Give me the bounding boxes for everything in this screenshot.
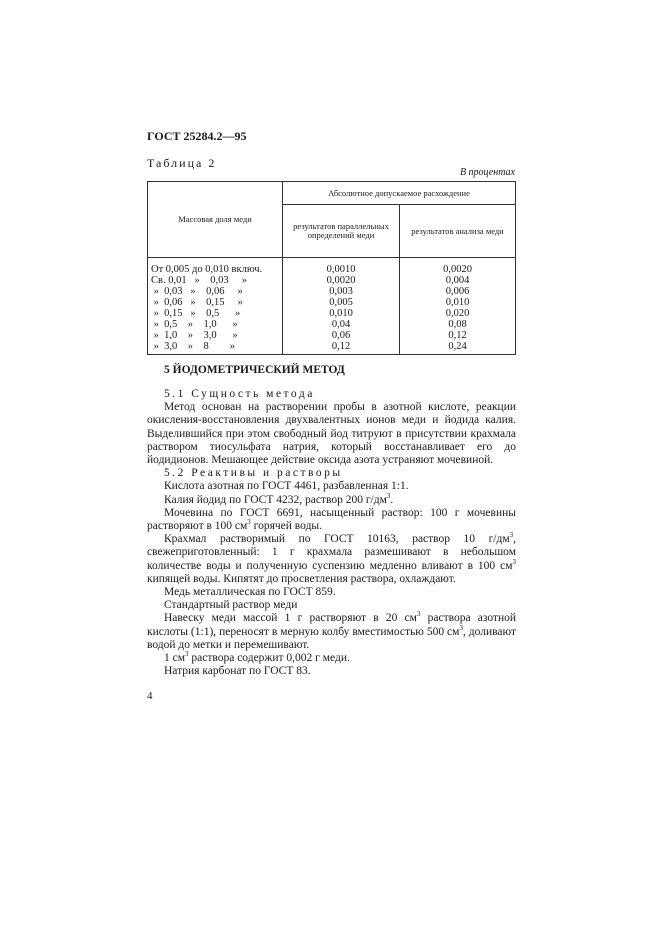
analysis-cell: 0,0020 [400,258,516,276]
subsection-5-1-text: Метод основан на растворении пробы в азотной кислоте, реакции окисления-восстановления двухвалентных ионов меди и йодида калия. Выделившийся при этом свободный йод титруют в присутствии крахмала раствором тиосульфата натрия, который восстанавливает его до йодидионов. Мешающее действие оксида азота устраняют мочевиной. [147,401,516,467]
reagent-potassium-iodide: Калия йодид по ГОСТ 4232, раствор 200 $г/дм^3$. [164,491,394,506]
subsection-5-1-title: 5.1 Сущность метода [164,388,315,400]
section-body [147,388,516,678]
table-row [148,297,516,308]
reagent-urea: Мочевина по ГОСТ 6691, насыщенный раствор: 100 г мочевины растворяют в 100 $см^3$ горячей воды. [147,506,516,533]
analysis-cell: 0,004 [400,275,516,286]
table-caption: Таблица 2 [147,156,217,170]
table-row [148,319,516,330]
parallel-cell: 0,010 [283,308,400,319]
reagent-copper: Медь металлическая по ГОСТ 859. [164,586,336,599]
section-title: 5 ЙОДОМЕТРИЧЕСКИЙ МЕТОД [164,364,345,376]
mass-fraction-cell: Св. 0,01 » 0,03 » [148,275,283,286]
parallel-cell: 0,04 [283,319,400,330]
table-row [148,330,516,341]
header-analysis: результатов анализа меди [400,205,516,258]
page-number: 4 [147,690,153,702]
header-mass-fraction: Массовая доля меди [148,182,283,258]
table-row [148,286,516,297]
mass-fraction-cell: » 3,0 » 8 » [148,341,283,355]
parallel-cell: 0,0020 [283,275,400,286]
analysis-cell: 0,006 [400,286,516,297]
table-2 [147,181,516,355]
standard-solution-concentration: 1 $см^3$ раствора содержит 0,002 г меди. [164,650,350,665]
analysis-cell: 0,08 [400,319,516,330]
standard-solution-prep: Навеску меди массой 1 г растворяют в 20 $см^3$ раствора азотной кислоты (1:1), переносят в мерную колбу вместимостью 500 $см^3$, доливают водой до метки и перемешивают. [147,610,517,651]
table-row [148,258,516,276]
reagent-standard-solution: Стандартный раствор меди [164,599,298,612]
reagent-starch: Крахмал растворимый по ГОСТ 10163, раствор 10 $г/дм^3$, свежеприготовленный: 1 г крахмала размешивают в небольшом количестве воды и полученную суспензию медленно вливают в 100 $см^3$ кипящей воды. Кипятят до просветления раствора, охлаждают. [147,531,516,585]
document-header: ГОСТ 25284.2—95 [147,129,247,143]
table-row [148,275,516,286]
parallel-cell: 0,06 [283,330,400,341]
parallel-cell: 0,003 [283,286,400,297]
analysis-cell: 0,12 [400,330,516,341]
mass-fraction-cell: » 1,0 » 3,0 » [148,330,283,341]
mass-fraction-cell: От 0,005 до 0,010 включ. [148,258,283,276]
mass-fraction-cell: » 0,06 » 0,15 » [148,297,283,308]
mass-fraction-cell: » 0,03 » 0,06 » [148,286,283,297]
mass-fraction-cell: » 0,15 » 0,5 » [148,308,283,319]
analysis-cell: 0,24 [400,341,516,355]
parallel-cell: 0,0010 [283,258,400,276]
reagent-nitric-acid: Кислота азотная по ГОСТ 4461, разбавленная 1:1. [164,480,409,493]
analysis-cell: 0,010 [400,297,516,308]
parallel-cell: 0,005 [283,297,400,308]
reagent-sodium-carbonate: Натрия карбонат по ГОСТ 83. [164,665,311,678]
table-row [148,308,516,319]
parallel-cell: 0,12 [283,341,400,355]
header-parallel: результатов параллельных определений меди [283,205,400,258]
analysis-cell: 0,020 [400,308,516,319]
header-tolerance: Абсолютное допускаемое расхождение [283,182,516,205]
table-row [148,341,516,355]
table-unit: В процентах [459,167,515,178]
mass-fraction-cell: » 0,5 » 1,0 » [148,319,283,330]
subsection-5-2-title: 5.2 Реактивы и растворы [164,467,343,480]
